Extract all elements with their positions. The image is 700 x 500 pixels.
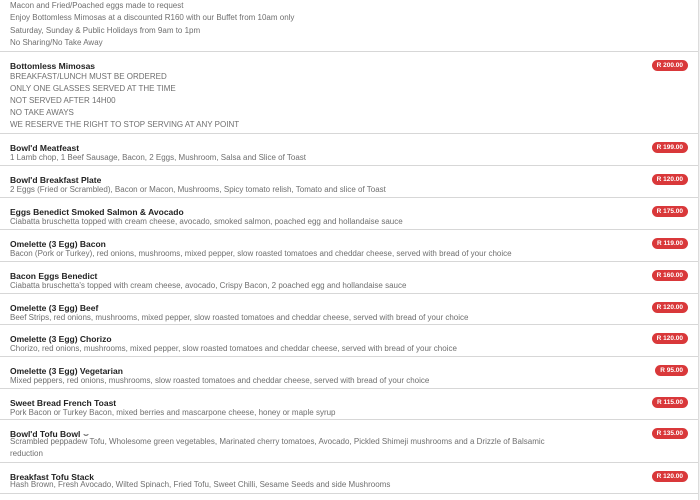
menu-item-omelette-vegetarian[interactable] — [0, 357, 698, 389]
intro-line: Enjoy Bottomless Mimosas at a discounted R160 with our Buffet from 10am only — [10, 13, 295, 22]
menu-intro — [0, 0, 698, 52]
price-badge: R 199.00 — [652, 142, 688, 153]
price-badge: R 175.00 — [652, 206, 688, 217]
menu-item-omelette-chorizo[interactable] — [0, 325, 698, 357]
menu-item-bottomless-mimosas[interactable] — [0, 52, 698, 134]
item-description-line: 1 Lamb chop, 1 Beef Sausage, Bacon, 2 Eggs, Mushroom, Salsa and Slice of Toast — [10, 153, 307, 162]
item-title: Bowl'd Meatfeast — [10, 143, 80, 153]
item-description-line: Ciabatta bruschetta topped with cream cheese, avocado, smoked salmon, poached egg and hollandaise sauce — [10, 217, 403, 226]
item-description-line: Scrambled peppadew Tofu, Wholesome green vegetables, Marinated cherry tomatoes, Avocado, Pickled Shimeji mushrooms and a Drizzle of Balsamic — [10, 437, 545, 446]
item-title: Bowl'd Tofu Bowl — [10, 429, 81, 439]
price-badge: R 160.00 — [652, 270, 688, 281]
item-title: Breakfast Tofu Stack — [10, 472, 94, 482]
menu-item-tofu-bowl[interactable] — [0, 420, 698, 463]
item-description-line: ONLY ONE GLASSES SERVED AT THE TIME — [10, 84, 176, 93]
price-badge: R 120.00 — [652, 333, 688, 344]
bowl-icon: ⌣ — [83, 430, 89, 439]
item-description-line: NO TAKE AWAYS — [10, 108, 74, 117]
item-description-line: Mixed peppers, red onions, mushrooms, slow roasted tomatoes and cheddar cheese, served with bread of your choice — [10, 376, 430, 385]
menu-item-bowld-meatfeast[interactable] — [0, 134, 698, 166]
item-description-line: 2 Eggs (Fried or Scrambled), Bacon or Macon, Mushrooms, Spicy tomato relish, Tomato and slice of Toast — [10, 185, 386, 194]
price-badge: R 120.00 — [652, 174, 688, 185]
menu-item-french-toast[interactable] — [0, 389, 698, 420]
intro-line: Macon and Fried/Poached eggs made to request — [10, 1, 184, 10]
intro-line: No Sharing/No Take Away — [10, 38, 103, 47]
item-description-line: Pork Bacon or Turkey Bacon, mixed berries and mascarpone cheese, honey or maple syrup — [10, 408, 336, 417]
price-badge: R 95.00 — [655, 365, 688, 376]
menu-item-omelette-bacon[interactable] — [0, 230, 698, 262]
item-description-line: WE RESERVE THE RIGHT TO STOP SERVING AT ANY POINT — [10, 120, 240, 129]
item-description-line: Beef Strips, red onions, mushrooms, mixed pepper, slow roasted tomatoes and cheddar cheese, served with bread of your choice — [10, 313, 469, 322]
item-title: Bowl'd Breakfast Plate — [10, 175, 102, 185]
price-badge: R 120.00 — [652, 302, 688, 313]
menu-item-bacon-eggs-benedict[interactable] — [0, 262, 698, 294]
item-title: Eggs Benedict Smoked Salmon & Avocado — [10, 207, 184, 217]
menu-item-bowld-breakfast-plate[interactable] — [0, 166, 698, 198]
item-description-line: BREAKFAST/LUNCH MUST BE ORDERED — [10, 72, 167, 81]
price-badge: R 115.00 — [652, 397, 688, 408]
item-title: Omelette (3 Egg) Vegetarian — [10, 366, 123, 376]
item-title: Omelette (3 Egg) Chorizo — [10, 334, 112, 344]
item-description-line: Chorizo, red onions, mushrooms, mixed pepper, slow roasted tomatoes and cheddar cheese, served with bread of your choice — [10, 344, 457, 353]
price-badge: R 200.00 — [652, 60, 688, 71]
price-badge: R 120.00 — [652, 471, 688, 482]
price-badge: R 135.00 — [652, 428, 688, 439]
item-title: Bottomless Mimosas — [10, 61, 96, 71]
item-title: Bacon Eggs Benedict — [10, 271, 98, 281]
menu-item-eggs-benedict-salmon[interactable] — [0, 198, 698, 230]
menu-item-omelette-beef[interactable] — [0, 294, 698, 325]
item-description-line: reduction — [10, 449, 43, 458]
item-title: Omelette (3 Egg) Bacon — [10, 239, 106, 249]
item-description-line: Ciabatta bruschetta's topped with cream cheese, avocado, Crispy Bacon, 2 poached egg and hollandaise sauce — [10, 281, 407, 290]
item-description-line: Hash Brown, Fresh Avocado, Wilted Spinach, Fried Tofu, Sweet Chilli, Sesame Seeds and side Mushrooms — [10, 480, 391, 489]
menu-item-tofu-stack[interactable] — [0, 463, 698, 494]
item-title: Omelette (3 Egg) Beef — [10, 303, 99, 313]
item-title: Sweet Bread French Toast — [10, 398, 117, 408]
item-description-line: NOT SERVED AFTER 14H00 — [10, 96, 116, 105]
price-badge: R 119.00 — [652, 238, 688, 249]
intro-line: Saturday, Sunday & Public Holidays from 9am to 1pm — [10, 26, 201, 35]
item-description-line: Bacon (Pork or Turkey), red onions, mushrooms, mixed pepper, slow roasted tomatoes and cheddar cheese, served with bread of your choice — [10, 249, 512, 258]
